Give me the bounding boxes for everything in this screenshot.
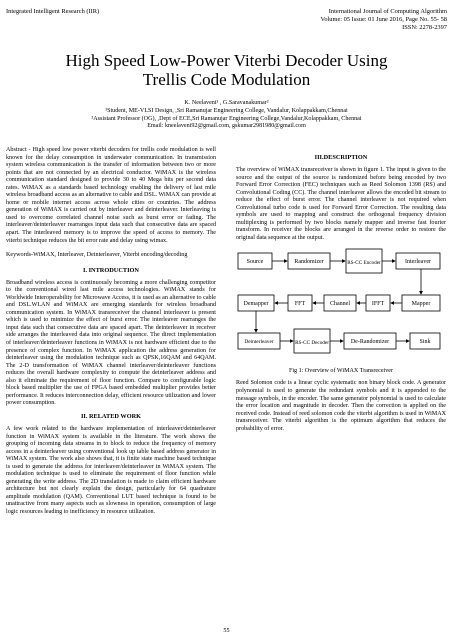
volume-info: Volume: 05 Issue: 01 June 2016, Page No. 55- 58	[320, 16, 447, 24]
related-work-text: A few work related to the hardware implementation of interleaver/deinterleaver function in WiMAX system is available in the literature. The work shows the grouping of incoming data streams in to block to reduce the frequency of memory access in a deinterleaver using conventional look up table based address generator in WiMAX system. The work also shows that, it is finite state machine based technique is used to generate the address for interleaver/deinterleaver in WiMAX system. The modulation technique is used to eliminate the requirement of floor function while generating the write address. The 2D translation is made to claim efficient hardware architecture but not clearly explain the design, particularly for 64 quadrature amplitude modulation (QAM). Conventional LUT based technique is found to be unattractive from many aspects such as slowness in operation, consumption of large logic resources leading to inefficiency in resource utilization.	[6, 425, 216, 515]
mapper-label: Mapper	[411, 301, 431, 308]
fft-label: FFT	[294, 301, 306, 308]
page-number: 55	[223, 627, 230, 634]
description-heading: III.DESCRIPTION	[314, 154, 368, 161]
intro-heading: I. INTRODUCTION	[83, 266, 139, 274]
interleaver-label: Interleaver	[405, 259, 431, 266]
author-block	[10, 100, 443, 131]
keywords: Keywords-WiMAX, Interleaver, Deinterleaver, Viterbi encoding/decoding	[6, 252, 188, 259]
rs-cc-encoder-label: RS-CC Encoder	[347, 260, 381, 267]
journal-header-right	[247, 8, 447, 33]
figure-caption: Fig 1: Overview of WiMAX Transreceiver	[288, 368, 394, 375]
author-email: Email: kneelaveni92@gmail.com, gskumar2981980@gmail.com	[147, 123, 306, 130]
title-line-2: Trellis Code Modulation	[142, 69, 311, 89]
related-work-heading: II. RELATED WORK	[80, 412, 142, 420]
wimax-block-diagram	[236, 245, 446, 365]
left-column	[6, 147, 216, 517]
author-affiliation-1: ¹Student, ME-VLSI Design, ,Sri Ramanujar Engineering College, Vandalur, Kolappakkam,Chennai	[105, 107, 348, 114]
block-diagram-svg	[236, 245, 446, 365]
deinterleaver-label: Deinterleaver	[244, 339, 274, 346]
title-line-1: High Speed Low-Power Viterbi Decoder Using	[65, 51, 388, 70]
paper-title	[20, 52, 433, 89]
description-text: The overview of WiMAX transreceiver is shown in figure 1. The input is given to the source and the output of the source is randomized before being encoded by two Forward Error Correction (FEC) techniques such as Reed Solomon 1398 (RS) and Convolutional Coding (CC). The channel interleaver allows the encoded bit stream to reduce the effect of burst error. The channel interleaver is not required when Convolutional turbo code is used for Forward Error Correction. The resulting data symbols are used to mapping and construct the orthogonal frequency division multiplexing is performed by two blocks namely mapper and inverse fast fourier transform. In receiver the blocks are arranged in the reverse order to restore the original data sequence at the output.	[236, 167, 446, 241]
channel-label: Channel	[330, 301, 350, 308]
de-randomizer-label: De-Randomizer	[350, 339, 390, 346]
journal-name: International Journal of Computing Algorithm	[328, 8, 447, 15]
author-names: K. Neelaveni¹ , G.Saravanakumar²	[184, 100, 269, 106]
right-column	[236, 147, 446, 433]
journal-header-left: Integrated Intelligent Research (IIR)	[6, 8, 100, 15]
issn: ISSN: 2278-2397	[402, 24, 447, 32]
sink-label: Sink	[419, 339, 431, 346]
source-label: Source	[246, 259, 264, 266]
ifft-label: IFFT	[371, 301, 385, 308]
randomizer-label: Randomizer	[294, 259, 324, 266]
reed-solomon-text: Reed Solomon code is a linear cyclic systematic non binary block code. A generator polynomial is used to generate the redundant symbols and it is appended to the message symbols, in the encoder. The same generator polynomial is used to calculate the error location and magnitude in decoder. Then the correction is applied on the received code. Instead of reed solomon code the viterbi algorithm is used in WiMAX transreceiver. The viterbi algorithm is the optimum algorithm that reduces the probability of error.	[236, 380, 446, 432]
abstract: Abstract - High speed low power viterbi decoders for trellis code modulation is well known for the delay consumption in underwater communication. In transmission system wireless communication is the transfer of information between two or more points that are not connected by an electrical conductor. WiMAX is the wireless communication standard designed to provide 30 to 40 Mega bits per second data rates. WiMAX as a standards based technology enabling the delivery of last mile wireless broadband access as an alternative to cable and DSL. WiMAX can provide at home or mobile internet access across whole cities or countries. The address generation of WiMAX is carried out by interleaver and deinterleaver. Interleaving is used to overcome correlated channel noise such as burst error or fading. The interleaver/deinterleaver rearranges input data such that consecutive data are spaced apart. The interleaved memory is to improve the speed of access to memory. The viterbi technique reduces the bit error rate and delay using wimax.	[6, 147, 216, 244]
demapper-label: Demapper	[243, 301, 269, 308]
rs-cc-decoder-label: RS-CC Decoder	[295, 340, 329, 347]
intro-text: Broadband wireless access is continuously becoming a more challenging competitor to the conventional wired last mile access technologies. WiMAX stands for Worldwide Interoperability for Microwave Access, it is used as an alternative to cable and DSL.WLAN and WiMAX are emerging standards for wireless broadband communication system. In WiMAX transreceiver the channel interleaver is present which is used to minimize the effect of burst error. The interleaver rearranges the input data such that consecutive data are spaced apart. The deinterleaver in receiver side arranges the interleaved data into original sequence. The direct implementation of interleaver/deinterleaver functions in WiMAX is not hardware efficient due to the presence of complex function. In WiMAX application the address generation for deinterleaver using the modulation technique such as QPSK,16QAM and 64QAM. The 2-D transformation of WiMAX channel interleaver/deinterleaver functions reduces the overall hardware complexity to compute the deinterleaver address and also it eliminate the requirement of floor function. Compare to configurable logic block based multiplier the use of FPGA based embedded multiplier provides better performance. It reduces interconnection delay, efficient resource utilization and lower power consumption.	[6, 279, 216, 407]
author-affiliation-2: ²Assistant Professor (OG), ,Dept of ECE,Sri Ramanujar Engineering College,Vandalur,Kolappakkam, Chennai	[91, 115, 362, 122]
